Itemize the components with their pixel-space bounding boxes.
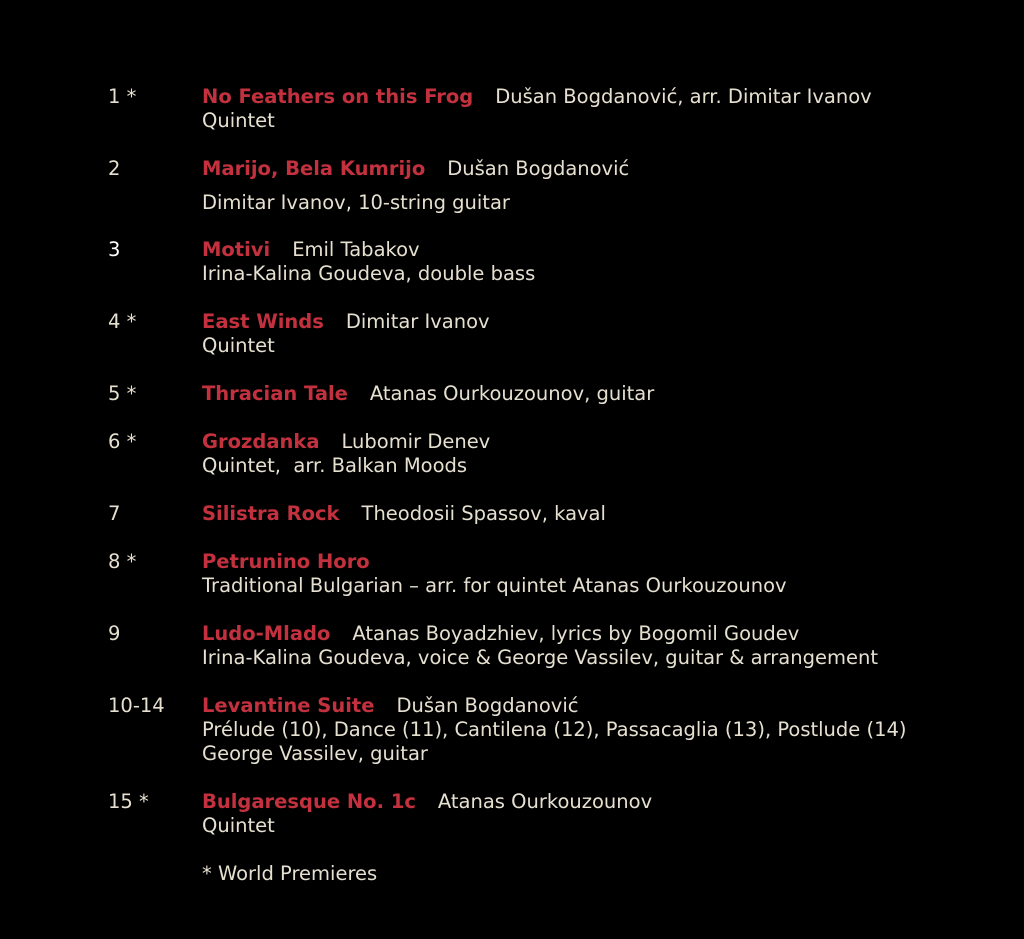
track-performer: Dimitar Ivanov, 10-string guitar (202, 191, 510, 214)
track-number: 5 * (108, 382, 137, 405)
track-composer: Lubomir Denev (341, 430, 491, 453)
track-composer: Dušan Bogdanović, arr. Dimitar Ivanov (495, 85, 872, 108)
track-performer: Quintet (202, 334, 275, 357)
track-title: Grozdanka (202, 430, 320, 453)
track-number: 15 * (108, 790, 149, 813)
track-title: Ludo-Mlado (202, 622, 331, 645)
track-composer: Dušan Bogdanović (396, 694, 579, 717)
track-number: 1 * (108, 85, 137, 108)
track-title: East Winds (202, 310, 324, 333)
track-composer: Atanas Ourkouzounov, guitar (369, 382, 655, 405)
track-number: 7 (108, 502, 121, 525)
track-number: 6 * (108, 430, 137, 453)
track-number: 8 * (108, 550, 137, 573)
track-performer: Quintet (202, 814, 275, 837)
track-composer: Atanas Ourkouzounov (437, 790, 653, 813)
track-title: Marijo, Bela Kumrijo (202, 157, 426, 180)
track-composer: Atanas Boyadzhiev, lyrics by Bogomil Goudev (352, 622, 800, 645)
track-movements: Prélude (10), Dance (11), Cantilena (12), Passacaglia (13), Postlude (14) (202, 718, 907, 741)
world-premieres-footnote: * World Premieres (202, 862, 378, 885)
track-composer: Theodosii Spassov, kaval (361, 502, 606, 525)
track-composer: Dušan Bogdanović (447, 157, 630, 180)
track-performer: George Vassilev, guitar (202, 742, 428, 765)
track-title: No Feathers on this Frog (202, 85, 474, 108)
track-performer: Quintet, arr. Balkan Moods (202, 454, 468, 477)
track-title: Bulgaresque No. 1c (202, 790, 416, 813)
track-title: Petrunino Horo (202, 550, 370, 573)
track-performer: Irina-Kalina Goudeva, double bass (202, 262, 536, 285)
track-performer: Quintet (202, 109, 275, 132)
track-composer: Emil Tabakov (292, 238, 420, 261)
track-number: 3 (108, 238, 121, 261)
track-title: Thracian Tale (202, 382, 348, 405)
track-number: 9 (108, 622, 121, 645)
track-number: 2 (108, 157, 121, 180)
track-number: 4 * (108, 310, 137, 333)
track-title: Motivi (202, 238, 271, 261)
track-title: Levantine Suite (202, 694, 375, 717)
track-title: Silistra Rock (202, 502, 340, 525)
track-composer: Dimitar Ivanov (345, 310, 490, 333)
track-performer: Irina-Kalina Goudeva, voice & George Vassilev, guitar & arrangement (202, 646, 878, 669)
track-performer: Traditional Bulgarian – arr. for quintet Atanas Ourkouzounov (202, 574, 787, 597)
track-number: 10-14 (108, 694, 165, 717)
